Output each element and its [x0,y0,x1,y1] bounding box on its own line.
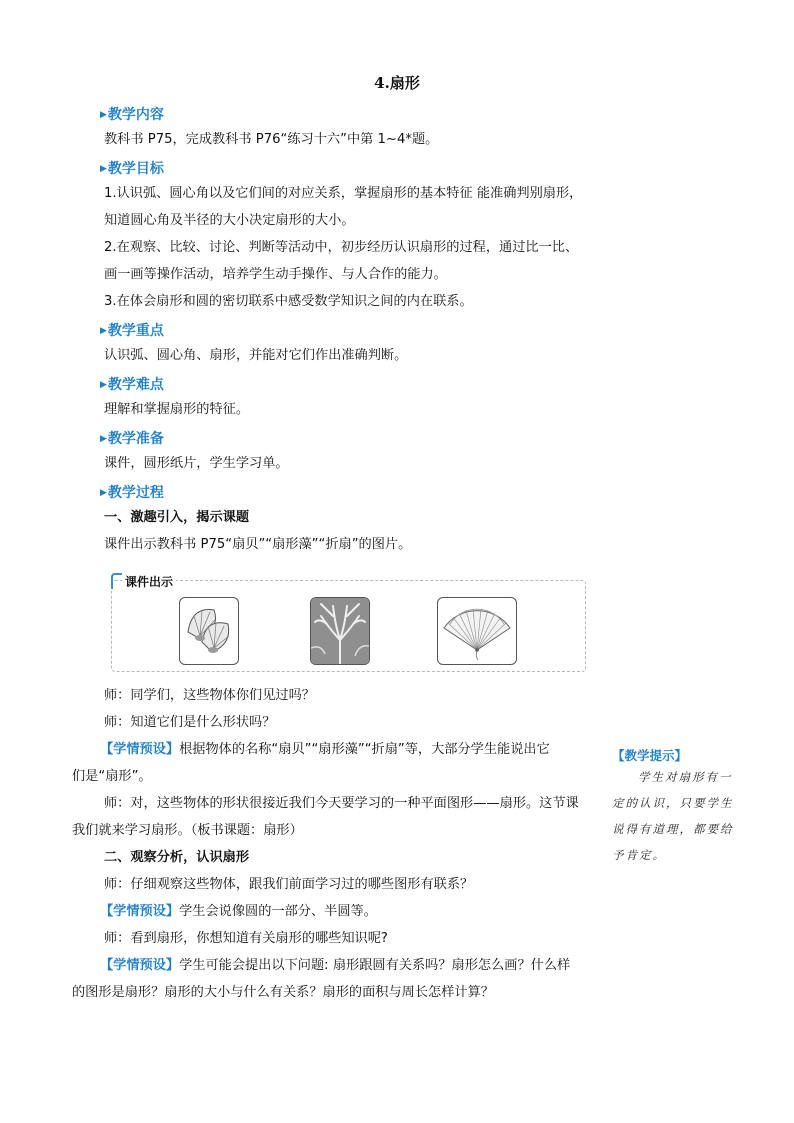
section-heading-content: ▶教学内容 [100,107,164,123]
section-heading-difficulty: ▶教学难点 [100,377,164,393]
section-marker-icon: ▶ [100,488,107,498]
goal-2-line-1: 2.在观察、比较、讨论、判断等活动中，初步经历认识扇形的过程，通过比一比、 [104,240,579,255]
part1-question-2: 师：知道它们是什么形状吗？ [104,715,276,730]
teaching-tip-line-1: 学生对扇形有一 [638,770,733,784]
teaching-tip-line-4: 予肯定。 [612,848,666,862]
part1-prediction-line-1: 【学情预设】根据物体的名称“扇贝”“扇形藻”“折扇”等，大部分学生能说出它 [100,742,550,757]
content-text: 教科书 P75，完成教科书 P76“练习十六”中第 1~4*题。 [104,132,439,147]
section-marker-icon: ▶ [100,380,107,390]
teaching-tip-sidebar [612,746,732,868]
section-heading-prep: ▶教学准备 [100,431,164,447]
part1-prediction-line-2: 们是“扇形”。 [72,769,152,784]
goal-1-line-2: 知道圆心角及半径的大小决定扇形的大小。 [104,213,355,228]
goal-2-line-2: 画一画等操作活动，培养学生动手操作、与人合作的能力。 [104,267,447,282]
section-marker-icon: ▶ [100,110,107,120]
panel-corner-decoration [111,573,122,589]
part1-intro: 课件出示教科书 P75“扇贝”“扇形藻”“折扇”的图片。 [104,537,412,552]
goal-3-line-1: 3.在体会扇形和圆的密切联系中感受数学知识之间的内在联系。 [104,294,473,309]
difficulty-text: 理解和掌握扇形的特征。 [104,402,250,417]
part2-heading: 二、观察分析，认识扇形 [104,850,250,865]
goal-1-line-1: 1.认识弧、圆心角以及它们间的对应关系，掌握扇形的基本特征 能准确判别扇形， [104,186,583,201]
section-marker-icon: ▶ [100,326,107,336]
courseware-label: 课件出示 [122,573,176,590]
scallop-image [179,597,239,665]
teaching-tip-title: 【教学提示】 [612,748,688,763]
part2-question-1: 师：仔细观察这些物体，跟我们前面学习过的哪些图形有联系？ [104,877,474,892]
teaching-tip-line-3: 说得有道理，都要给 [612,822,734,836]
prep-text: 课件，圆形纸片，学生学习单。 [104,456,289,471]
fan-algae-image [310,597,370,665]
section-marker-icon: ▶ [100,434,107,444]
teaching-tip-line-2: 定的认识，只要学生 [612,796,734,810]
part2-prediction-1: 【学情预设】学生会说像圆的一部分、半圆等。 [100,904,377,919]
section-heading-key: ▶教学重点 [100,323,164,339]
section-heading-goals: ▶教学目标 [100,161,164,177]
part2-question-2: 师：看到扇形，你想知道有关扇形的哪些知识呢? [104,931,388,946]
section-marker-icon: ▶ [100,164,107,174]
part1-question-1: 师：同学们，这些物体你们见过吗？ [104,688,315,703]
key-text: 认识弧、圆心角、扇形，并能对它们作出准确判断。 [104,348,408,363]
part1-heading: 一、激趣引入，揭示课题 [104,510,250,525]
page-title: 4.扇形 [374,74,420,92]
part1-teacher-line-1: 师：对，这些物体的形状很接近我们今天要学习的一种平面图形——扇形。这节课 [104,796,579,811]
part2-prediction-2-line-2: 的图形是扇形？扇形的大小与什么有关系？扇形的面积与周长怎样计算？ [72,985,494,1000]
section-heading-process: ▶教学过程 [100,485,164,501]
part2-prediction-2-line-1: 【学情预设】学生可能会提出以下问题: 扇形跟圆有关系吗？扇形怎么画？什么样 [100,958,571,973]
part1-teacher-line-2: 我们就来学习扇形。（板书课题：扇形） [72,823,303,838]
folding-fan-image [437,597,517,665]
